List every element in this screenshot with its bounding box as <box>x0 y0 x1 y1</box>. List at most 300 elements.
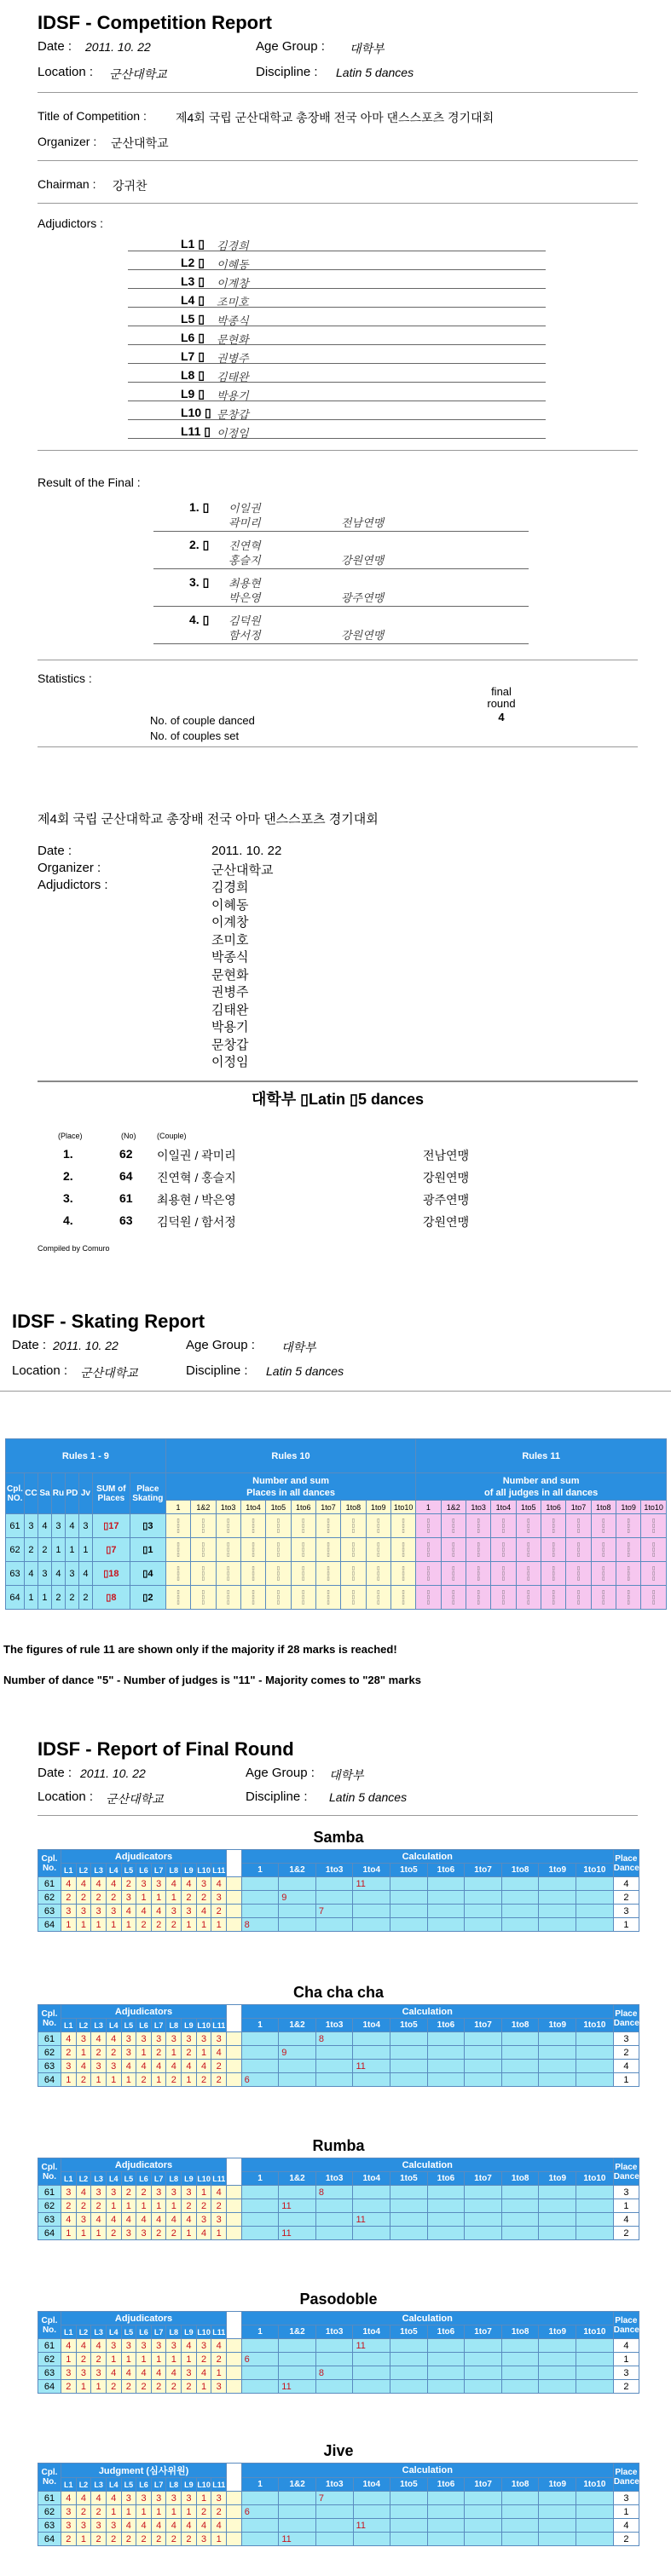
calc-cell: 11 <box>279 2380 316 2394</box>
rule-cell-glyph: ▯ <box>477 1589 480 1595</box>
rule-cell-glyph: ▯ <box>252 1589 255 1595</box>
calc-cell <box>427 2199 465 2213</box>
rule-cell <box>491 1586 516 1610</box>
rule-cell-glyph: ▯ <box>501 1523 506 1529</box>
rule-cell-glyph: ▯ <box>351 1552 356 1558</box>
rule-cell-glyph: ▯ <box>527 1599 530 1605</box>
rule-cell <box>616 1562 640 1586</box>
rule-cell-glyph: ▯ <box>477 1570 480 1576</box>
judge-mark: 4 <box>76 2186 91 2199</box>
judge-mark: 2 <box>76 1891 91 1905</box>
calc-cell <box>501 2060 539 2073</box>
rule-cell-glyph: ▯ <box>602 1518 605 1524</box>
calc-cell <box>427 2519 465 2533</box>
rule-cell-glyph: ▯ <box>477 1594 480 1600</box>
rules-10-header: Rules 10 <box>165 1439 415 1473</box>
summary-header-place: (Place) <box>58 1132 83 1140</box>
calc-cell <box>241 2199 279 2213</box>
rule-cell-glyph: ▯ <box>527 1523 530 1529</box>
judge-mark: 2 <box>166 2533 182 2546</box>
calc-cell: 11 <box>353 2213 390 2227</box>
judge-mark: 4 <box>76 2492 91 2505</box>
calc-header: 1to5 <box>390 2478 428 2492</box>
judge-mark: 1 <box>196 2380 211 2394</box>
judge-mark: 1 <box>151 1891 166 1905</box>
calc-cell <box>576 2186 614 2199</box>
rule-cell-glyph: ▯ <box>227 1528 230 1534</box>
judge-mark: 1 <box>151 2199 166 2213</box>
judge-mark: 2 <box>76 2073 91 2087</box>
calc-header: 1to8 <box>501 2325 539 2339</box>
judge-header: L11 <box>211 2019 227 2032</box>
calc-cell <box>279 2519 316 2533</box>
calc-cell <box>315 2519 353 2533</box>
place-dance: 2 <box>613 2227 639 2240</box>
judge-mark: 4 <box>76 2339 91 2353</box>
final-result-row <box>153 612 529 644</box>
calc-header: 1to5 <box>390 1864 428 1877</box>
judge-header: L11 <box>211 2172 227 2186</box>
rule-cell-glyph: ▯ <box>501 1599 506 1605</box>
dance-row <box>38 2380 639 2394</box>
judge-mark: 3 <box>106 2519 121 2533</box>
calc-cell: 6 <box>241 2505 279 2519</box>
calc-cell <box>539 2492 576 2505</box>
judge-mark: 1 <box>91 2380 107 2394</box>
judge-mark: 2 <box>106 1891 121 1905</box>
judge-mark: 3 <box>61 2186 76 2199</box>
judge-mark: 3 <box>136 1877 152 1891</box>
result-club: 강원연맹 <box>341 554 385 567</box>
judge-header: L3 <box>91 2478 107 2492</box>
rule-cell-glyph: ▯ <box>627 1542 630 1547</box>
rule-cell-glyph: ▯ <box>652 1594 656 1600</box>
skating-cell-ru: 4 <box>51 1562 65 1586</box>
calc-cell <box>279 2073 316 2087</box>
judge-mark: 1 <box>196 2046 211 2060</box>
judge-header: L10 <box>196 1864 211 1877</box>
stats-header-round: round <box>487 697 516 710</box>
rule-cell-glyph: ▯ <box>252 1576 255 1582</box>
rule-cell <box>466 1538 490 1562</box>
divider <box>38 450 638 451</box>
rule-cell-glyph: ▯ <box>201 1552 205 1558</box>
calc-header: 1to3 <box>315 2478 353 2492</box>
judge-mark: 1 <box>182 2227 197 2240</box>
judge-header: L8 <box>166 2172 182 2186</box>
judge-mark: 1 <box>151 2505 166 2519</box>
judge-mark: 2 <box>106 2533 121 2546</box>
rule-cell-glyph: ▯ <box>302 1547 305 1553</box>
judge-mark: 2 <box>211 1905 227 1918</box>
chairman-value: 강귀찬 <box>113 179 148 193</box>
rule-cell-glyph: ▯ <box>576 1589 581 1595</box>
judge-mark: 1 <box>182 2353 197 2366</box>
rule-col-header: 1to8 <box>591 1501 616 1514</box>
result-leader: 이일권 <box>228 502 261 515</box>
calc-cell <box>353 2073 390 2087</box>
judge-mark: 2 <box>76 2199 91 2213</box>
spacer <box>227 2005 242 2032</box>
calc-cell <box>427 2073 465 2087</box>
judge-mark: 2 <box>151 1918 166 1932</box>
rule-cell <box>240 1514 265 1538</box>
judge-header: L7 <box>151 2325 166 2339</box>
final-age-value: 대학부 <box>329 1768 364 1782</box>
judge-mark: 4 <box>106 2366 121 2380</box>
judge-mark: 2 <box>182 2199 197 2213</box>
judge-mark: 4 <box>182 2213 197 2227</box>
adjudicator-row <box>128 349 546 364</box>
adjudicator-name: 박종식 <box>217 314 249 327</box>
calc-cell <box>315 2533 353 2546</box>
rule-cell <box>390 1586 415 1610</box>
rule-cell-glyph: ▯ <box>501 1594 506 1600</box>
calc-cell <box>501 2533 539 2546</box>
rule-cell-glyph: ▯ <box>652 1589 656 1595</box>
judge-mark: 4 <box>151 2519 166 2533</box>
judge-mark: 1 <box>182 1918 197 1932</box>
skating-cell-cc: 1 <box>24 1586 38 1610</box>
calc-cell <box>241 2533 279 2546</box>
date-value: 2011. 10. 22 <box>85 40 151 54</box>
calc-cell <box>390 2227 428 2240</box>
summary-date-label: Date : <box>38 844 72 858</box>
skating-cell-sa: 3 <box>38 1562 51 1586</box>
skating-cell-ru: 2 <box>51 1586 65 1610</box>
spacer <box>227 2186 242 2199</box>
judge-header: L6 <box>136 2172 152 2186</box>
cpl-no-header: Cpl. No. <box>38 1850 61 1877</box>
calc-cell <box>576 1877 614 1891</box>
rule-cell-glyph: ▯ <box>576 1547 581 1553</box>
summary-place: 4. <box>63 1213 73 1227</box>
calc-cell <box>539 2533 576 2546</box>
spacer <box>227 2533 242 2546</box>
rule-cell <box>416 1586 441 1610</box>
rule11-note: The figures of rule 11 are shown only if the majority if 28 marks is reached! <box>3 1643 397 1656</box>
calc-header: 1to4 <box>353 1864 390 1877</box>
judge-mark: 3 <box>91 2060 107 2073</box>
place-dance: 3 <box>613 2366 639 2380</box>
judge-mark: 4 <box>76 2060 91 2073</box>
calc-cell <box>501 2186 539 2199</box>
calc-cell <box>539 2339 576 2353</box>
judge-mark: 1 <box>91 2227 107 2240</box>
result-follower: 함서정 <box>228 629 261 642</box>
judge-mark: 1 <box>76 2046 91 2060</box>
calc-cell: 7 <box>315 1905 353 1918</box>
judge-mark: 1 <box>76 2380 91 2394</box>
judge-mark: 3 <box>196 2533 211 2546</box>
rule-cell-glyph: ▯ <box>351 1542 356 1547</box>
summary-organizer-label: Organizer : <box>38 861 101 875</box>
rule-cell-glyph: ▯ <box>176 1565 180 1571</box>
rule-cell-glyph: ▯ <box>327 1594 330 1600</box>
calc-header: 1to4 <box>353 2019 390 2032</box>
adjudicator-code: L8 ▯ <box>181 368 205 382</box>
rule-cell-glyph: ▯ <box>351 1599 356 1605</box>
judge-mark: 4 <box>166 2366 182 2380</box>
judge-mark: 2 <box>136 2380 152 2394</box>
adjudicator-code: L1 ▯ <box>181 237 205 251</box>
adjudicator-code: L10 ▯ <box>181 406 211 419</box>
rule-cell <box>616 1538 640 1562</box>
calc-cell <box>501 2339 539 2353</box>
judge-header: L9 <box>182 2325 197 2339</box>
calc-cell <box>241 2492 279 2505</box>
judge-mark: 2 <box>211 2060 227 2073</box>
calc-cell <box>353 1918 390 1932</box>
judge-mark: 1 <box>151 2073 166 2087</box>
skating-col-header: CC <box>24 1473 38 1514</box>
rule-cell-glyph: ▯ <box>452 1594 455 1600</box>
calc-cell <box>465 2073 502 2087</box>
calc-cell <box>241 2213 279 2227</box>
rule-cell-glyph: ▯ <box>552 1518 555 1524</box>
judge-header: L7 <box>151 1864 166 1877</box>
date-label: Date : <box>38 39 72 54</box>
judge-mark: 3 <box>196 2339 211 2353</box>
rule-cell <box>516 1514 541 1538</box>
skating-col-header: Jv <box>78 1473 92 1514</box>
judge-header: L8 <box>166 2325 182 2339</box>
rule-cell-glyph: ▯ <box>176 1523 180 1529</box>
calc-cell <box>315 1891 353 1905</box>
calc-cell <box>390 2519 428 2533</box>
judge-header: L8 <box>166 2478 182 2492</box>
judge-mark: 3 <box>182 2366 197 2380</box>
rule-cell-glyph: ▯ <box>276 1570 281 1576</box>
judge-mark: 1 <box>182 2073 197 2087</box>
calc-cell <box>390 2353 428 2366</box>
adjudicator-row <box>128 256 546 270</box>
judge-mark: 4 <box>151 1905 166 1918</box>
summary-organizer-value: 군산대학교 <box>211 863 274 878</box>
calc-cell <box>465 2519 502 2533</box>
calc-header: 1to10 <box>576 2478 614 2492</box>
skating-table <box>5 1438 667 1610</box>
calc-cell <box>576 2227 614 2240</box>
judge-mark: 2 <box>61 2046 76 2060</box>
judge-mark: 4 <box>106 2032 121 2046</box>
judge-header: L2 <box>76 2019 91 2032</box>
calc-cell <box>576 2366 614 2380</box>
rule-cell <box>591 1586 616 1610</box>
summary-adjudicator: 이계창 <box>211 915 249 930</box>
summary-adjudicator: 이정임 <box>211 1055 249 1069</box>
cpl-no-header: Cpl. No. <box>38 2158 61 2186</box>
rule-cell-glyph: ▯ <box>227 1599 230 1605</box>
judge-mark: 3 <box>166 2339 182 2353</box>
rule-col-header: 1to5 <box>516 1501 541 1514</box>
rule-cell-glyph: ▯ <box>452 1547 455 1553</box>
judge-mark: 2 <box>166 2380 182 2394</box>
skating-cell-pd: 3 <box>65 1562 78 1586</box>
judge-mark: 4 <box>61 2213 76 2227</box>
stats-header-final: final <box>491 685 512 698</box>
adjudicator-code: L3 ▯ <box>181 274 205 288</box>
calc-cell: 8 <box>315 2032 353 2046</box>
calc-header: 1to9 <box>539 2325 576 2339</box>
rule-cell <box>341 1514 366 1538</box>
place-dance: 4 <box>613 2519 639 2533</box>
spacer <box>227 2505 242 2519</box>
judge-mark: 4 <box>121 2366 136 2380</box>
rule-cell-glyph: ▯ <box>452 1528 455 1534</box>
judge-mark: 4 <box>61 1877 76 1891</box>
rule-cell-glyph: ▯ <box>227 1565 230 1571</box>
rule-cell <box>165 1562 190 1586</box>
summary-adjudicator: 김태완 <box>211 1002 249 1017</box>
organizer-value: 군산대학교 <box>111 136 169 150</box>
rule-cell-glyph: ▯ <box>552 1570 555 1576</box>
calc-cell <box>390 2366 428 2380</box>
judge-mark: 3 <box>76 2032 91 2046</box>
rule-cell-glyph: ▯ <box>552 1565 555 1571</box>
judge-mark: 2 <box>76 2505 91 2519</box>
rule-cell <box>516 1562 541 1586</box>
judge-mark: 2 <box>211 2505 227 2519</box>
rule-cell-glyph: ▯ <box>176 1528 180 1534</box>
judge-mark: 4 <box>121 2060 136 2073</box>
rule-cell-glyph: ▯ <box>501 1547 506 1553</box>
rule-cell-glyph: ▯ <box>452 1523 455 1529</box>
rule-cell-glyph: ▯ <box>351 1523 356 1529</box>
couple-number: 62 <box>38 1891 61 1905</box>
cpl-no-header: Cpl. No. <box>38 2312 61 2339</box>
rule-cell <box>466 1562 490 1586</box>
couple-number: 64 <box>38 2227 61 2240</box>
calc-cell <box>353 2366 390 2380</box>
judge-mark: 4 <box>91 1877 107 1891</box>
rule-cell-glyph: ▯ <box>327 1547 330 1553</box>
rule-cell-glyph: ▯ <box>576 1570 581 1576</box>
place-dance: 1 <box>613 2073 639 2087</box>
calc-cell <box>465 2060 502 2073</box>
calc-cell <box>539 1877 576 1891</box>
rule-cell-glyph: ▯ <box>402 1528 405 1534</box>
rule-cell-glyph: ▯ <box>377 1565 380 1571</box>
couple-number: 63 <box>38 1905 61 1918</box>
judge-mark: 3 <box>76 2213 91 2227</box>
result-place: 4. ▯ <box>189 613 210 626</box>
rule-col-header: 1to6 <box>291 1501 315 1514</box>
judge-mark: 3 <box>106 1905 121 1918</box>
rule-col-header: 1to8 <box>341 1501 366 1514</box>
result-follower: 박은영 <box>228 591 261 604</box>
rule-cell-glyph: ▯ <box>426 1518 431 1524</box>
judge-mark: 2 <box>182 1891 197 1905</box>
rule-cell-glyph: ▯ <box>377 1570 380 1576</box>
rule-cell <box>491 1562 516 1586</box>
rule-cell <box>641 1538 667 1562</box>
calc-cell <box>241 2366 279 2380</box>
rule-cell-glyph: ▯ <box>501 1552 506 1558</box>
judge-header: L1 <box>61 2325 76 2339</box>
rule-cell-glyph: ▯ <box>426 1523 431 1529</box>
adjudicator-code: L6 ▯ <box>181 331 205 344</box>
summary-number: 61 <box>119 1191 133 1205</box>
judge-mark: 3 <box>196 1877 211 1891</box>
calc-cell <box>315 1877 353 1891</box>
couple-number: 63 <box>38 2213 61 2227</box>
calc-header: 1to7 <box>465 2172 502 2186</box>
rule-cell-glyph: ▯ <box>527 1528 530 1534</box>
calc-cell <box>465 2186 502 2199</box>
calc-cell <box>539 2199 576 2213</box>
calc-cell <box>241 1877 279 1891</box>
rule-cell-glyph: ▯ <box>351 1576 356 1582</box>
dance-row <box>38 1918 639 1932</box>
judge-header: L2 <box>76 2172 91 2186</box>
judge-mark: 2 <box>196 2353 211 2366</box>
rule-cell-glyph: ▯ <box>276 1589 281 1595</box>
judge-mark: 2 <box>91 1891 107 1905</box>
rule-cell-glyph: ▯ <box>627 1565 630 1571</box>
judge-mark: 1 <box>121 2073 136 2087</box>
judge-mark: 2 <box>61 2380 76 2394</box>
skating-col-header: PD <box>65 1473 78 1514</box>
place-dance: 2 <box>613 2533 639 2546</box>
rule-cell-glyph: ▯ <box>627 1589 630 1595</box>
calc-cell <box>315 2505 353 2519</box>
calc-cell <box>576 2492 614 2505</box>
calc-header: 1to9 <box>539 1864 576 1877</box>
judge-mark: 1 <box>166 1891 182 1905</box>
calculation-header: Calculation <box>241 2312 613 2325</box>
judge-mark: 4 <box>196 2366 211 2380</box>
calc-header: 1&2 <box>279 2172 316 2186</box>
rule-cell-glyph: ▯ <box>652 1528 656 1534</box>
calc-cell <box>539 2046 576 2060</box>
rule-cell-glyph: ▯ <box>552 1576 555 1582</box>
judge-mark: 1 <box>196 2186 211 2199</box>
rules-1-9-header: Rules 1 - 9 <box>6 1439 166 1473</box>
rule-cell-glyph: ▯ <box>477 1552 480 1558</box>
rule-cell <box>291 1514 315 1538</box>
rule-cell-glyph: ▯ <box>402 1599 405 1605</box>
result-place: 3. ▯ <box>189 575 210 589</box>
rule-cell-glyph: ▯ <box>377 1576 380 1582</box>
calc-cell <box>241 1905 279 1918</box>
summary-adjudicator: 문현화 <box>211 967 249 983</box>
result-club: 전남연맹 <box>341 516 385 529</box>
couple-number: 62 <box>38 2505 61 2519</box>
summary-club: 전남연맹 <box>423 1149 470 1162</box>
calc-cell <box>279 2339 316 2353</box>
rule-col-header: 1to10 <box>641 1501 667 1514</box>
judge-mark: 1 <box>106 2353 121 2366</box>
judge-mark: 4 <box>121 1905 136 1918</box>
calc-cell <box>241 2227 279 2240</box>
calc-cell <box>390 1877 428 1891</box>
summary-couple: 이일권 / 곽미리 <box>157 1149 236 1162</box>
spacer <box>227 2366 242 2380</box>
rule-cell <box>390 1514 415 1538</box>
rule-cell <box>165 1514 190 1538</box>
dance-row <box>38 2060 639 2073</box>
rule-cell-glyph: ▯ <box>652 1552 656 1558</box>
skating-report-title: IDSF - Skating Report <box>12 1311 205 1332</box>
skating-cell-sa: 1 <box>38 1586 51 1610</box>
calc-cell <box>465 2505 502 2519</box>
calc-cell <box>501 2353 539 2366</box>
calc-cell <box>241 2046 279 2060</box>
rule-cell-glyph: ▯ <box>477 1542 480 1547</box>
dance-row <box>38 2073 639 2087</box>
rule-cell-glyph: ▯ <box>527 1552 530 1558</box>
